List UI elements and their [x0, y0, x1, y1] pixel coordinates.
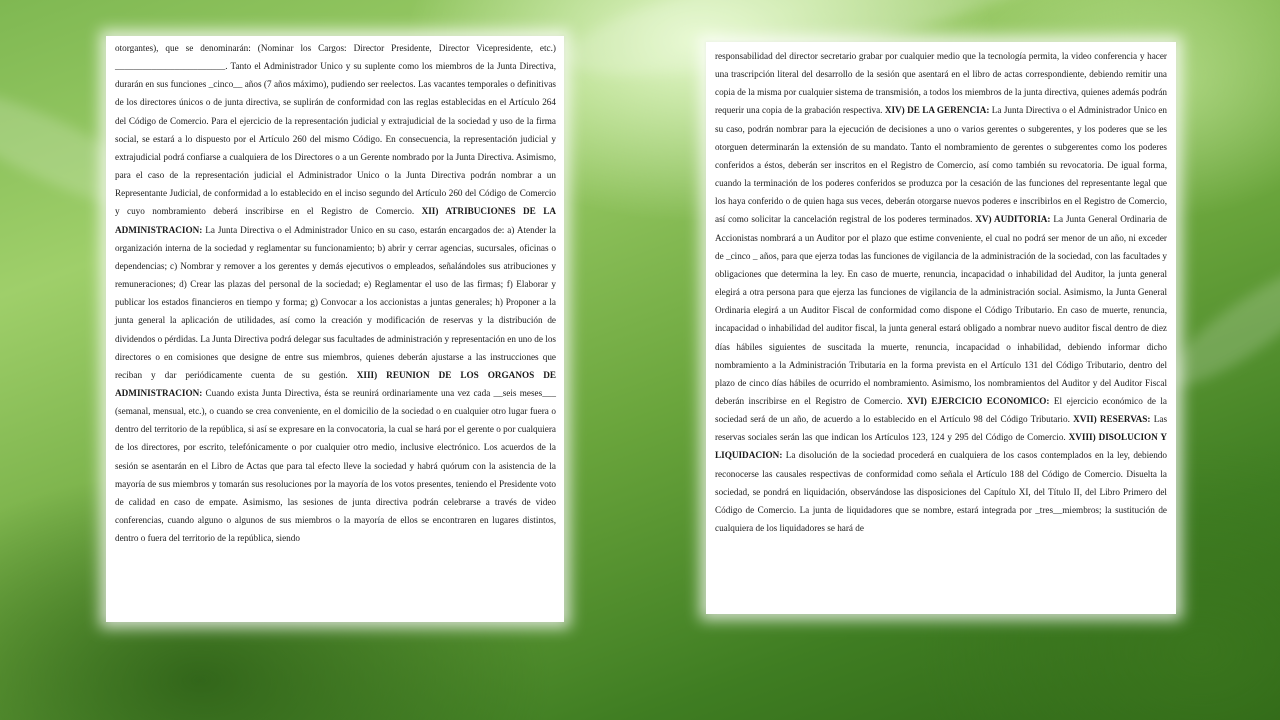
section-heading-xiii: XIII) REUNION DE LOS ORGANOS DE ADMINISTRACION: — [115, 369, 556, 398]
left-segment: La Junta Directiva o el Administrador Unico en su caso, estarán encargados de: a) Atender la organización interna de la sociedad y reglamentar su funcionamiento; b) abrir y cerrar agencias, sucursales, oficinas o dependencias; c) Nombrar y remover a los gerentes y demás ejecutivos o empleados, señalándoles sus atribuciones y remuneraciones; d) Crear las plazas del personal de la sociedad; e) Reglamentar el uso de las firmas; f) Elaborar y publicar los estados financieros en tiempo y forma; g) Convocar a los accionistas a juntas generales; h) Proponer a la junta general la aplicación de utilidades, así como la creación y modificación de reservas y la distribución de dividendos o pérdidas. La Junta Directiva podrá delegar sus facultades de administración y representación en uno de los directores o en comisiones que designe de entre sus miembros, quienes deberán ajustarse a las instrucciones que reciban y dar periódicamente cuenta de su gestión. — [115, 224, 556, 380]
left-segment: Cuando exista Junta Directiva, ésta se reunirá ordinariamente una vez cada __seis meses___ (semanal, mensual, etc.), o cuando se crea conveniente, en el domicilio de la sociedad o en cualquier otro lugar fuera o dentro del territorio de la república, si así se expresare en la convocatoria, la cual se hará por el gerente o por cualquiera de los directores, por escrito, telefónicamente o por cualquier otro medio, inclusive electrónico. Los acuerdos de la sesión se asentarán en el Libro de Actas que para tal efecto lleve la sociedad y habrá quórum con la asistencia de la mayoría de sus miembros y tomarán sus resoluciones por la mayoría de los votos presentes, teniendo el Presidente voto de calidad en caso de empate. Asimismo, las sesiones de junta directiva podrán celebrarse a través de video conferencias, cuando alguno o algunos de sus miembros o la mayoría de ellos se encontraren en lugares distintos, dentro o fuera del territorio de la república, siendo — [115, 387, 556, 544]
left-page-text — [115, 39, 556, 547]
right-segment: El ejercicio económico de la sociedad será de un año, de acuerdo a lo establecido en el Artículo 98 del Código Tributario. — [715, 395, 1167, 425]
section-heading-xv: XV) AUDITORIA: — [975, 214, 1051, 225]
section-heading-xvi: XVI) EJERCICIO ECONOMICO: — [906, 395, 1050, 406]
document-page-right — [706, 42, 1176, 614]
right-segment: Las reservas sociales serán las que indican los Artículos 123, 124 y 295 del Código de Comercio. — [715, 414, 1168, 443]
section-heading-xviii: XVIII) DISOLUCION Y LIQUIDACION: — [715, 432, 1167, 461]
left-segment: otorgantes), que se denominarán: (Nominar los Cargos: Director Presidente, Director Vicepresidente, etc.) ________________________. Tanto el Administrador Unico y su suplente como los miembros de la Junta Directiva, durarán en sus funciones _cinco__ años (7 años máximo), pudiendo ser reelectos. Las vacantes temporales o definitivas de los directores únicos o de junta directiva, se suplirán de conformidad con las reglas establecidas en el Artículo 264 del Código de Comercio. Para el ejercicio de la representación judicial y extrajudicial de la sociedad y uso de la firma social, se estará a lo dispuesto por el Artículo 260 del mismo Código. En consecuencia, la representación judicial y extrajudicial podrá confiarse a cualquiera de los Directores o a un Gerente nombrado por la Junta Directiva. Asimismo, para el caso de la representación judicial el Administrador Unico o la Junta Directiva podrán nombrar a un Representante Judicial, de conformidad a lo establecido en el inciso segundo del Artículo 260 del Código de Comercio y cuyo nombramiento deberá inscribirse en el Registro de Comercio. — [115, 43, 556, 217]
right-segment: La disolución de la sociedad procederá en cualquiera de los casos contemplados en la ley, debiendo reconocerse las causales respectivas de conformidad como señala el Artículo 188 del Código de Comercio. Disuelta la sociedad, se pondrá en liquidación, observándose las disposiciones del Capítulo XI, del Título II, del Libro Primero del Código de Comercio. La junta de liquidadores que se nombre, estará integrada por _tres__miembros; la sustitución de cualquiera de los liquidadores se hará de — [715, 450, 1167, 534]
section-heading-xiv: XIV) DE LA GERENCIA: — [884, 105, 990, 116]
right-segment: La Junta General Ordinaria de Accionistas nombrará a un Auditor por el plazo que estime conveniente, el cual no podrá ser menor de un año, ni exceder de _cinco _ años, para que ejerza todas las funciones de vigilancia de la administración de la sociedad, con las facultades y obligaciones que determina la ley. En caso de muerte, renuncia, incapacidad o inhabilidad del Auditor, la junta general elegirá a otra persona para que ejerza las funciones de vigilancia de la administración social. Asimismo, la Junta General Ordinaria elegirá a un Auditor Fiscal de conformidad como dispone el Código Tributario. En caso de muerte, renuncia, incapacidad o inhabilidad del auditor fiscal, la junta general estará obligado a nombrar nuevo auditor fiscal dentro de diez días hábiles siguientes de suscitada la muerte, renuncia, incapacidad o inhabilidad, debiendo informar dicho nombramiento a la Administración Tributaria en la forma prevista en el Artículo 131 del Código Tributario, dentro del plazo de cinco días hábiles de ocurrido el nombramiento. Asimismo, los nombramientos del Auditor y del Auditor Fiscal deberán inscribirse en el Registro de Comercio. — [715, 214, 1167, 406]
right-segment: responsabilidad del director secretario grabar por cualquier medio que la tecnología permita, la video conferencia y hacer una trascripción literal del desarrollo de la sesión que asentará en el libro de actas correspondiente, debiendo remitir una copia de la misma por cualquier sistema de transmisión, a todos los miembros de la junta directiva, quienes además podrán requerir una copia de la grabación respectiva. — [715, 51, 1167, 116]
document-page-left — [106, 36, 564, 622]
right-segment: La Junta Directiva o el Administrador Unico en su caso, podrán nombrar para la ejecución de decisiones a uno o varios gerentes o subgerentes, y los poderes que se les otorguen determinarán la extensión de su mandato. Tanto el nombramiento de gerentes o subgerentes como los poderes conferidos a éstos, deberán ser inscritos en el Registro de Comercio, así como también su revocatoria. De igual forma, cuando la terminación de los poderes conferidos se produzca por la cesación de las funciones del representante legal que los haya conferido o de quien haga sus veces, deberán otorgarse nuevos poderes e inscribirlos en el Registro de Comercio, así como solicitar la cancelación registral de los poderes terminados. — [715, 105, 1168, 225]
section-heading-xii: XII) ATRIBUCIONES DE LA ADMINISTRACION: — [115, 206, 556, 235]
right-page-text — [715, 47, 1167, 537]
section-heading-xvii: XVII) RESERVAS: — [1073, 414, 1151, 425]
